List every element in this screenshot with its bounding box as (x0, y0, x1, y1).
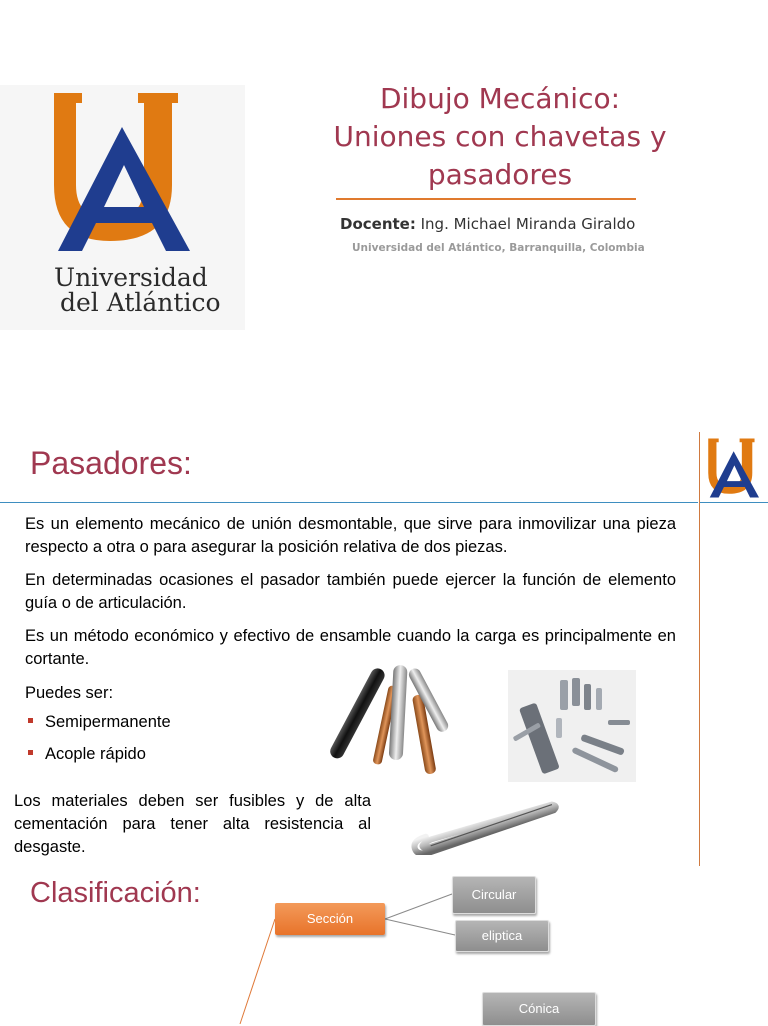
bullet-square-icon (28, 750, 33, 755)
pasadores-slide (0, 430, 768, 1024)
spring-pins-image (325, 665, 453, 777)
diagram-node-conica: Cónica (482, 992, 596, 1026)
title-line-1: Dibujo Mecánico: (379, 82, 621, 115)
diagram-node-eliptica: eliptica (455, 920, 549, 952)
bullet-text: Semipermanente (45, 713, 171, 731)
vertical-divider (699, 432, 700, 866)
title-block (300, 80, 700, 194)
header-divider-right (700, 502, 768, 503)
paragraph-types-intro: Puedes ser: (25, 684, 114, 702)
university-logo (0, 85, 245, 330)
paragraph-method: Es un método económico y efectivo de ensamble cuando la carga es principalmente en cortante. (25, 627, 676, 668)
docente-name: Ing. Michael Miranda Giraldo (420, 215, 636, 233)
diagram-node-seccion: Sección (275, 903, 385, 935)
paragraph-definition: Es un elemento mecánico de unión desmontable, que sirve para inmovilizar una pieza respecto a otra o para asegurar la posición relativa de dos piezas. (25, 515, 676, 556)
bullet-item (28, 713, 171, 732)
docente-line (340, 215, 635, 233)
logo-text-line2: del Atlántico (60, 288, 221, 317)
bullet-square-icon (28, 718, 33, 723)
header-divider (0, 502, 698, 503)
title-line-3: pasadores (427, 158, 573, 191)
bullet-item (28, 745, 146, 764)
paragraph-function: En determinadas ocasiones el pasador también puede ejercer la función de elemento guía o de articulación. (25, 571, 676, 612)
paragraph-materials: Los materiales deben ser fusibles y de alta cementación para tener alta resistencia al desgaste. (14, 792, 371, 856)
title-slide (0, 0, 768, 410)
university-line: Universidad del Atlántico, Barranquilla, Colombia (352, 242, 645, 254)
ua-logo-small-icon (706, 436, 762, 500)
classification-title: Clasificación: (30, 877, 201, 909)
cotter-pin-image (405, 795, 565, 855)
title-divider (336, 198, 636, 200)
diagram-node-circular: Circular (452, 876, 536, 914)
logo-text-line1: Universidad (54, 263, 208, 292)
roll-pins-image (508, 670, 636, 782)
ua-logo-icon (48, 93, 198, 251)
slide-title: Pasadores: (30, 445, 192, 481)
bullet-text: Acople rápido (45, 745, 146, 763)
docente-label: Docente: (340, 215, 416, 233)
presentation-title (300, 80, 700, 194)
title-line-2: Uniones con chavetas y (333, 120, 667, 153)
